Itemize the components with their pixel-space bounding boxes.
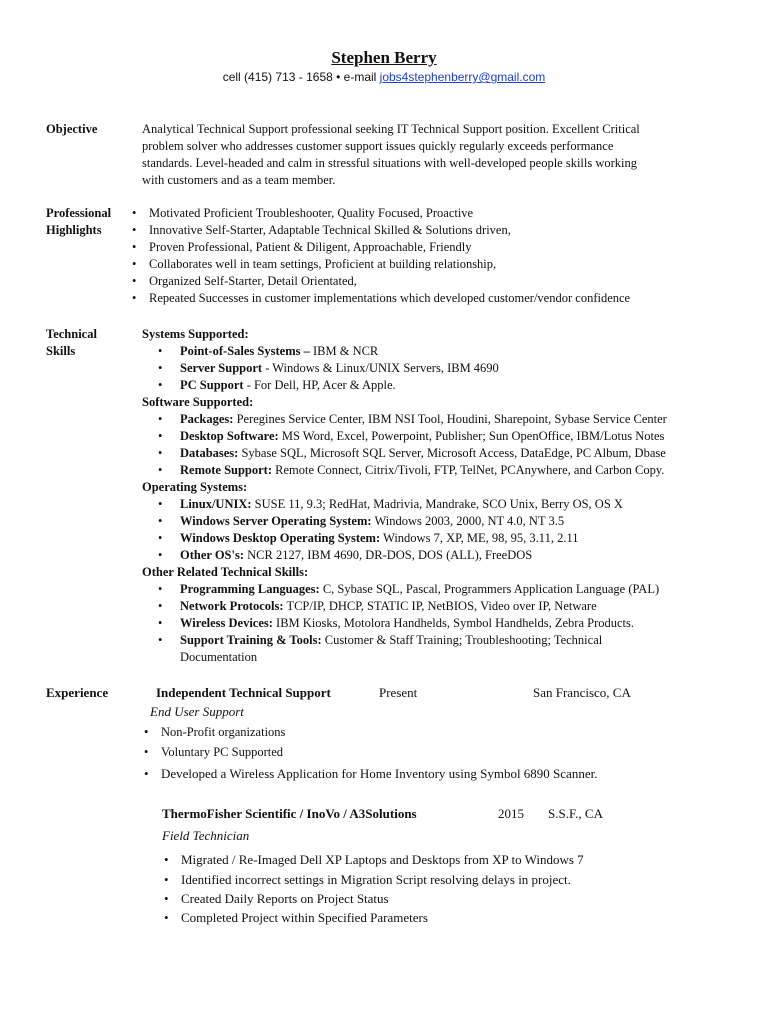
skill-item bbox=[158, 632, 742, 666]
objective-label: Objective bbox=[46, 122, 98, 136]
skill-key: Remote Support: bbox=[180, 463, 273, 477]
skill-value: Windows 2003, 2000, NT 4.0, NT 3.5 bbox=[371, 514, 565, 528]
skill-key: Packages: bbox=[180, 412, 234, 426]
skill-key: PC Support bbox=[180, 378, 244, 392]
skill-value: Sybase SQL, Microsoft SQL Server, Microsoft Access, DataEdge, PC Album, Dbase bbox=[238, 446, 666, 460]
skill-value: TCP/IP, DHCP, STATIC IP, NetBIOS, Video over IP, Netware bbox=[283, 599, 597, 613]
skills-label-line-1: Technical bbox=[46, 327, 97, 341]
skills-group-title: Software Supported: bbox=[142, 395, 254, 409]
experience-label: Experience bbox=[46, 685, 109, 700]
skill-item bbox=[158, 360, 742, 377]
skill-key: Other OS's: bbox=[180, 548, 245, 562]
skill-item bbox=[158, 496, 742, 513]
skills-group-list bbox=[142, 496, 742, 564]
skill-key: Windows Server Operating System: bbox=[180, 514, 372, 528]
job-duty: • Non-Profit organizations bbox=[144, 722, 736, 742]
skills-group-list bbox=[142, 343, 742, 394]
skill-value: NCR 2127, IBM 4690, DR-DOS, DOS (ALL), FreeDOS bbox=[244, 548, 533, 562]
job-date: 2015 bbox=[498, 806, 524, 821]
skill-item bbox=[158, 411, 742, 428]
skill-item bbox=[158, 581, 742, 598]
skills-section bbox=[46, 326, 746, 671]
experience-section bbox=[46, 684, 746, 944]
skills-label bbox=[46, 326, 136, 360]
skill-value: Windows 7, XP, ME, 98, 95, 3.11, 2.11 bbox=[380, 531, 579, 545]
skill-value: MS Word, Excel, Powerpoint, Publisher; Sun OpenOffice, IBM/Lotus Notes bbox=[278, 429, 665, 443]
skill-key: Network Protocols: bbox=[180, 599, 284, 613]
skill-item bbox=[158, 377, 742, 394]
highlight-item: • Organized Self-Starter, Detail Orientated, bbox=[132, 273, 722, 290]
skill-item bbox=[158, 615, 742, 632]
skill-value: - Windows & Linux/UNIX Servers, IBM 4690 bbox=[262, 361, 499, 375]
skill-key: Support Training & Tools: bbox=[180, 633, 322, 647]
job-duty: • Completed Project within Specified Parameters bbox=[164, 908, 742, 927]
job-entry bbox=[162, 805, 742, 927]
highlights-section bbox=[46, 205, 746, 310]
highlights-list bbox=[132, 205, 722, 307]
skill-key: Programming Languages: bbox=[180, 582, 320, 596]
objective-text: Analytical Technical Support professional seeking IT Technical Support position. Excellent Critical problem solver who addresses customer support issues quickly regularly exceeds performance standards. Level-headed and calm in stressful situations with well-developed people skills working with customers and as a team member. bbox=[142, 122, 640, 187]
skill-value: Customer & Staff Training; Troubleshooting; Technical Documentation bbox=[180, 633, 603, 664]
contact-line bbox=[0, 69, 768, 85]
highlight-item: • Innovative Self-Starter, Adaptable Technical Skilled & Solutions driven, bbox=[132, 222, 722, 239]
highlight-item: • Motivated Proficient Troubleshooter, Quality Focused, Proactive bbox=[132, 205, 722, 222]
highlights-label bbox=[46, 205, 136, 239]
highlight-item: • Repeated Successes in customer implementations which developed customer/vendor confidence bbox=[132, 290, 722, 307]
contact-phone: cell (415) 713 - 1658 • e-mail bbox=[222, 70, 380, 84]
skill-value: IBM Kiosks, Motolora Handhelds, Symbol Handhelds, Zebra Products. bbox=[272, 616, 634, 630]
skill-key: Wireless Devices: bbox=[180, 616, 273, 630]
skill-value: Remote Connect, Citrix/Tivoli, FTP, TelNet, PCAnywhere, and Carbon Copy. bbox=[272, 463, 665, 477]
skills-content bbox=[142, 326, 742, 666]
job-company: ThermoFisher Scientific / InoVo / A3Solutions bbox=[162, 806, 417, 821]
job-duty: • Developed a Wireless Application for Home Inventory using Symbol 6890 Scanner. bbox=[144, 764, 736, 784]
skill-item bbox=[158, 598, 742, 615]
skills-group-title: Systems Supported: bbox=[142, 327, 249, 341]
job-duty: • Identified incorrect settings in Migration Script resolving delays in project. bbox=[164, 870, 742, 889]
resume-header bbox=[0, 47, 768, 85]
skill-item bbox=[158, 445, 742, 462]
skill-key: Point-of-Sales Systems – bbox=[180, 344, 310, 358]
skill-value: Peregines Service Center, IBM NSI Tool, Houdini, Sharepoint, Sybase Service Center bbox=[233, 412, 667, 426]
skill-value: - For Dell, HP, Acer & Apple. bbox=[243, 378, 396, 392]
skill-item bbox=[158, 343, 742, 360]
highlight-item: • Proven Professional, Patient & Diligent, Approachable, Friendly bbox=[132, 239, 722, 256]
job-duties bbox=[144, 722, 736, 784]
skills-group-title: Operating Systems: bbox=[142, 480, 248, 494]
job-header bbox=[162, 805, 742, 823]
skill-item bbox=[158, 547, 742, 564]
skill-value: SUSE 11, 9.3; RedHat, Madrivia, Mandrake, SCO Unix, Berry OS, OS X bbox=[251, 497, 623, 511]
job-entry bbox=[150, 684, 736, 784]
job-location: S.S.F., CA bbox=[548, 806, 603, 821]
email-link[interactable]: jobs4stephenberry@gmail.com bbox=[379, 70, 546, 84]
skills-group-list bbox=[142, 411, 742, 479]
candidate-name: Stephen Berry bbox=[331, 48, 437, 67]
job-role: Field Technician bbox=[162, 828, 250, 843]
skill-key: Databases: bbox=[180, 446, 239, 460]
highlights-label-line-1: Professional bbox=[46, 206, 112, 220]
objective-section bbox=[46, 121, 746, 191]
job-duty: • Created Daily Reports on Project Status bbox=[164, 889, 742, 908]
skill-item bbox=[158, 428, 742, 445]
job-role: End User Support bbox=[150, 704, 244, 719]
skill-item bbox=[158, 462, 742, 479]
job-duties bbox=[164, 850, 742, 927]
skill-value: C, Sybase SQL, Pascal, Programmers Application Language (PAL) bbox=[319, 582, 660, 596]
job-location: San Francisco, CA bbox=[533, 685, 631, 700]
skill-key: Server Support bbox=[180, 361, 263, 375]
job-duty: • Voluntary PC Supported bbox=[144, 742, 736, 762]
skill-key: Linux/UNIX: bbox=[180, 497, 252, 511]
skill-item bbox=[158, 530, 742, 547]
skills-label-line-2: Skills bbox=[46, 344, 76, 358]
highlight-item: • Collaborates well in team settings, Proficient at building relationship, bbox=[132, 256, 722, 273]
skill-key: Desktop Software: bbox=[180, 429, 279, 443]
job-date: Present bbox=[379, 685, 418, 700]
skill-value: IBM & NCR bbox=[309, 344, 379, 358]
skill-item bbox=[158, 513, 742, 530]
job-duty: • Migrated / Re-Imaged Dell XP Laptops and Desktops from XP to Windows 7 bbox=[164, 850, 742, 870]
highlights-label-line-2: Highlights bbox=[46, 223, 102, 237]
skills-group-title: Other Related Technical Skills: bbox=[142, 565, 309, 579]
job-header bbox=[156, 684, 736, 702]
skills-group-list bbox=[142, 581, 742, 666]
job-company: Independent Technical Support bbox=[156, 685, 331, 700]
skill-key: Windows Desktop Operating System: bbox=[180, 531, 381, 545]
